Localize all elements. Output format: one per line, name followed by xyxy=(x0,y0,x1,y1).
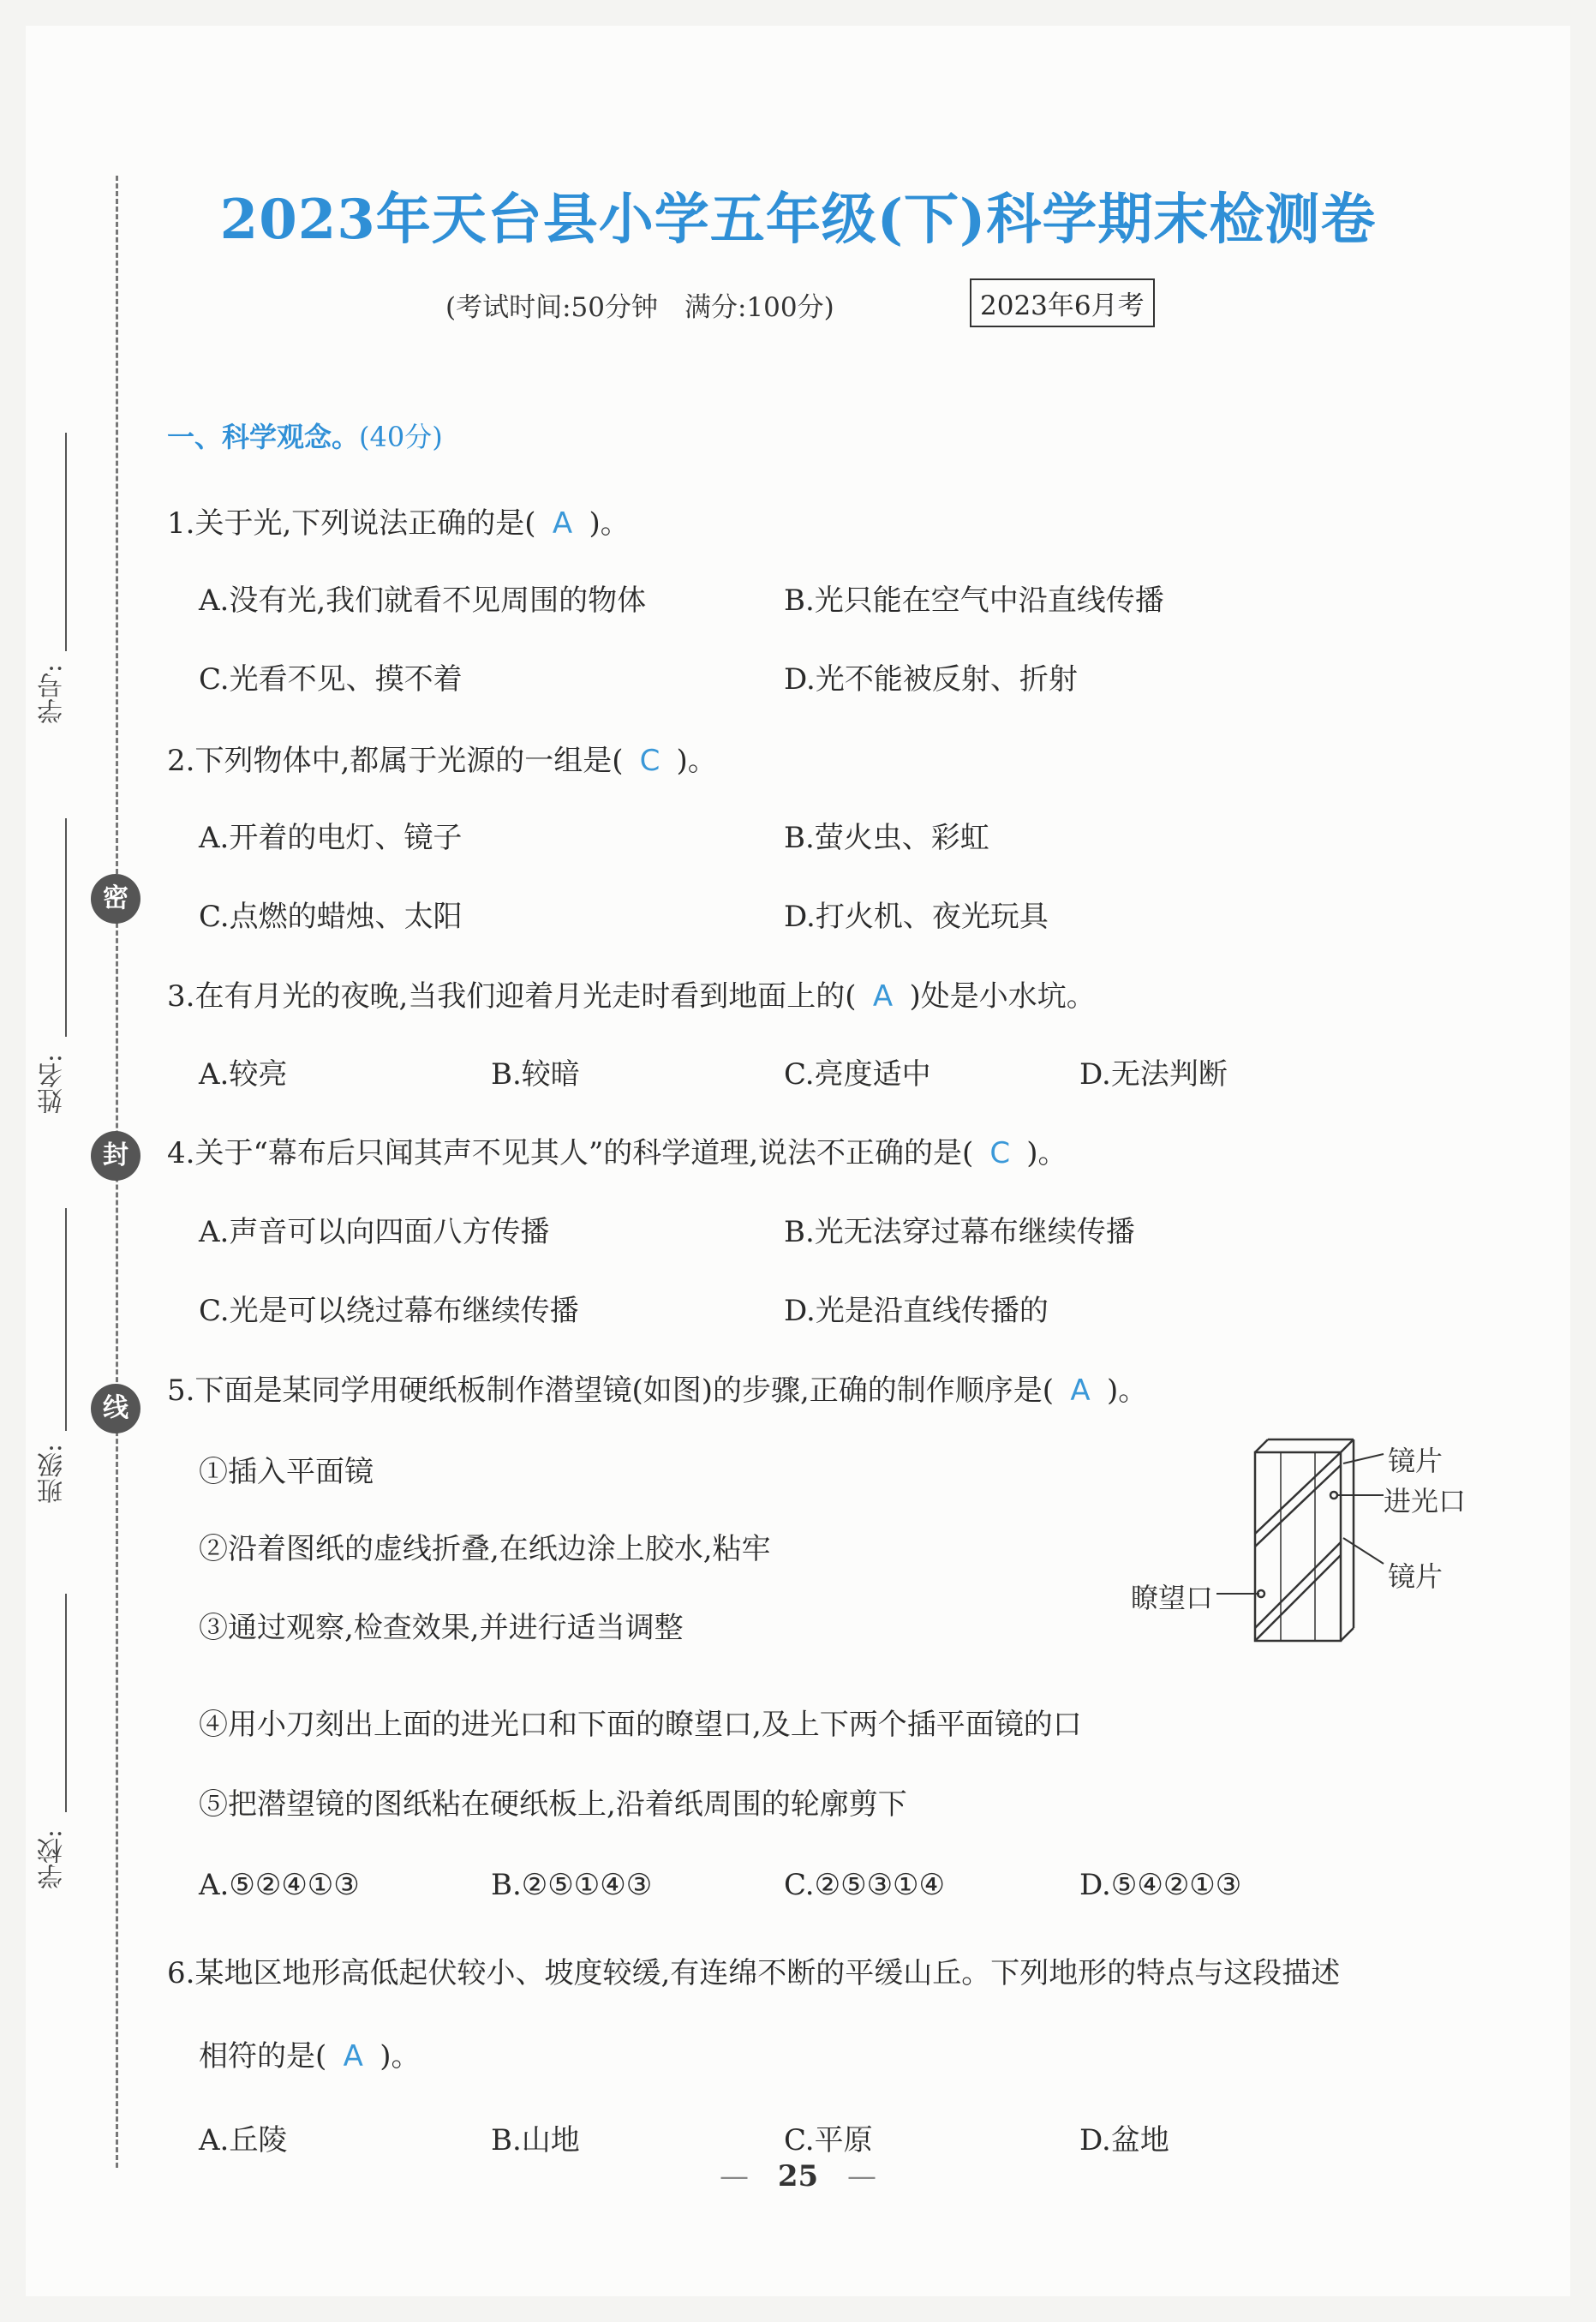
question-2-stem xyxy=(167,737,717,779)
q6-option-c: C.平原 xyxy=(784,2123,873,2157)
q2-option-c: C.点燃的蜡烛、太阳 xyxy=(199,900,463,934)
seal-mi: 密 xyxy=(91,874,140,924)
label-mirror-top: 镜片 xyxy=(1388,1445,1444,1477)
q3-option-a: A.较亮 xyxy=(199,1057,288,1092)
q5-step-5: ⑤把潜望镜的图纸粘在硬纸板上,沿着纸周围的轮廓剪下 xyxy=(199,1787,907,1822)
stem-text: )。 xyxy=(1107,1373,1148,1408)
answer-mark: A xyxy=(343,2039,363,2074)
stem-text: 1.关于光,下列说法正确的是( xyxy=(167,506,536,541)
q4-option-c: C.光是可以绕过幕布继续传播 xyxy=(199,1294,579,1328)
section-points: (40分) xyxy=(359,421,443,453)
stem-text: )。 xyxy=(676,744,717,778)
answer-mark: A xyxy=(552,506,573,541)
q5-option-d: D.⑤④②①③ xyxy=(1079,1868,1242,1902)
label-viewing-port: 瞭望口 xyxy=(1131,1582,1214,1614)
q1-option-b: B.光只能在空气中沿直线传播 xyxy=(784,583,1164,618)
q5-option-c: C.②⑤③①④ xyxy=(784,1868,946,1902)
q3-option-b: B.较暗 xyxy=(491,1057,580,1092)
question-5-stem xyxy=(167,1367,1147,1409)
q5-step-2: ②沿着图纸的虚线折叠,在纸边涂上胶水,粘牢 xyxy=(199,1532,771,1566)
blank-line-name xyxy=(65,818,67,1037)
q5-step-4: ④用小刀刻出上面的进光口和下面的瞭望口,及上下两个插平面镜的口 xyxy=(199,1708,1082,1742)
stem-text: )处是小水坑。 xyxy=(909,979,1096,1014)
q6-option-a: A.丘陵 xyxy=(199,2123,288,2157)
question-6-stem-line1: 6.某地区地形高低起伏较小、坡度较缓,有连绵不断的平缓山丘。下列地形的特点与这段描述 xyxy=(167,1956,1341,1990)
stem-text: )。 xyxy=(1026,1136,1067,1170)
stem-text: 3.在有月光的夜晚,当我们迎着月光走时看到地面上的( xyxy=(167,979,857,1014)
section-title: 一、科学观念。 xyxy=(167,421,360,453)
question-3-stem xyxy=(167,972,1096,1014)
q2-option-b: B.萤火虫、彩虹 xyxy=(784,821,989,855)
answer-mark: A xyxy=(872,979,894,1014)
label-mirror-bottom: 镜片 xyxy=(1388,1560,1444,1593)
stem-text: 5.下面是某同学用硬纸板制作潜望镜(如图)的步骤,正确的制作顺序是( xyxy=(167,1373,1055,1408)
blank-line-school xyxy=(65,1594,67,1812)
page-number xyxy=(0,2159,1596,2193)
q2-option-d: D.打火机、夜光玩具 xyxy=(784,900,1049,934)
label-class: 班级: xyxy=(38,1444,68,1505)
q2-option-a: A.开着的电灯、镜子 xyxy=(199,821,463,855)
blank-line-student-id xyxy=(65,433,67,651)
answer-mark: C xyxy=(989,1136,1011,1170)
label-light-inlet: 进光口 xyxy=(1384,1485,1467,1517)
q1-option-c: C.光看不见、摸不着 xyxy=(199,662,463,697)
q3-option-c: C.亮度适中 xyxy=(784,1057,931,1092)
q6-option-d: D.盆地 xyxy=(1079,2123,1169,2157)
answer-mark: C xyxy=(639,744,661,778)
question-4-stem xyxy=(167,1129,1067,1171)
blank-line-class xyxy=(65,1208,67,1431)
answer-mark: A xyxy=(1070,1373,1091,1408)
q4-option-b: B.光无法穿过幕布继续传播 xyxy=(784,1215,1135,1249)
page-number-value: 25 xyxy=(777,2159,819,2193)
stem-text: )。 xyxy=(589,506,630,541)
q5-step-1: ①插入平面镜 xyxy=(199,1455,374,1489)
q5-step-3: ③通过观察,检查效果,并进行适当调整 xyxy=(199,1611,684,1645)
q1-option-d: D.光不能被反射、折射 xyxy=(784,662,1078,697)
q1-option-a: A.没有光,我们就看不见周围的物体 xyxy=(199,583,647,618)
seal-xian: 线 xyxy=(91,1384,140,1433)
section-heading xyxy=(167,416,443,455)
label-school: 学校: xyxy=(38,1829,68,1890)
stem-text: 相符的是( xyxy=(199,2039,327,2074)
stem-text: )。 xyxy=(380,2039,421,2074)
stem-text: 2.下列物体中,都属于光源的一组是( xyxy=(167,744,624,778)
stem-text: 4.关于“幕布后只闻其声不见其人”的科学道理,说法不正确的是( xyxy=(167,1136,974,1170)
q5-option-b: B.②⑤①④③ xyxy=(491,1868,653,1902)
page-title: 2023年天台县小学五年级(下)科学期末检测卷 xyxy=(219,188,1377,252)
question-1-stem xyxy=(167,500,630,542)
q4-option-a: A.声音可以向四面八方传播 xyxy=(199,1215,550,1249)
q6-option-b: B.山地 xyxy=(491,2123,580,2157)
diagram-leader-lines xyxy=(1242,1435,1392,1649)
q3-option-d: D.无法判断 xyxy=(1079,1057,1228,1092)
q4-option-d: D.光是沿直线传播的 xyxy=(784,1294,1049,1328)
q5-option-a: A.⑤②④①③ xyxy=(199,1868,360,1902)
seal-feng: 封 xyxy=(91,1131,140,1181)
label-name: 姓名: xyxy=(38,1054,68,1115)
exam-info: (考试时间:50分钟 满分:100分) xyxy=(445,292,834,323)
exam-date-box: 2023年6月考 xyxy=(970,278,1155,327)
dash-left: — xyxy=(719,2159,749,2193)
diagram-leader-left xyxy=(1216,1581,1268,1607)
label-student-id: 学号: xyxy=(38,664,68,725)
dash-right: — xyxy=(847,2159,876,2193)
question-6-stem-line2 xyxy=(199,2032,421,2074)
